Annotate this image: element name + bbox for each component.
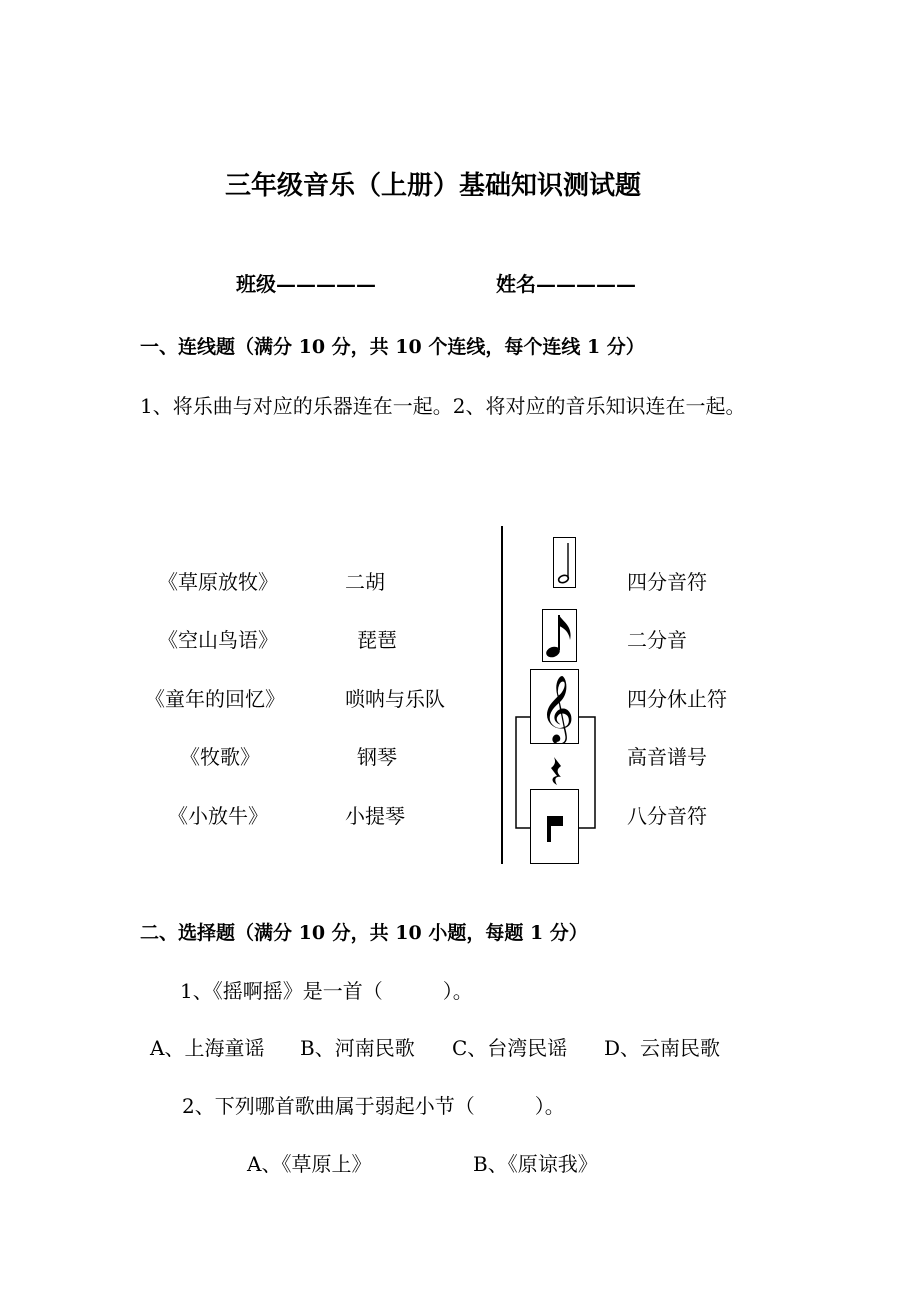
knowledge-item: 四分音符 [627, 570, 707, 594]
question-1-stem: 1、《摇啊摇》是一首（ ）。 [180, 979, 473, 1003]
eighth-note-icon [542, 609, 577, 662]
question-1-option-a: A、上海童谣 [150, 1036, 265, 1060]
class-label: 班级————— [236, 272, 376, 296]
instrument-item: 小提琴 [345, 804, 405, 828]
instrument-item: 琵琶 [357, 628, 397, 652]
quarter-rest-icon [547, 755, 567, 790]
song-item: 《草原放牧》 [158, 570, 278, 594]
knowledge-item: 高音谱号 [627, 745, 707, 769]
svg-text:𝄞: 𝄞 [540, 674, 575, 742]
instrument-item: 唢呐与乐队 [345, 687, 445, 711]
knowledge-item: 四分休止符 [627, 687, 727, 711]
question-1-option-d: D、云南民歌 [604, 1036, 721, 1060]
question-2-stem: 2、下列哪首歌曲属于弱起小节（ ）。 [182, 1094, 565, 1118]
section2-heading: 二、选择题（满分 10 分，共 10 小题，每题 1 分） [140, 922, 588, 944]
song-item: 《牧歌》 [180, 745, 260, 769]
instrument-item: 钢琴 [357, 745, 397, 769]
question-2-option-a: A、《草原上》 [247, 1152, 372, 1176]
song-item: 《小放牛》 [168, 804, 268, 828]
section1-instruction: 1、将乐曲与对应的乐器连在一起。2、将对应的音乐知识连在一起。 [140, 394, 746, 418]
song-item: 《童年的回忆》 [145, 687, 285, 711]
page-title: 三年级音乐（上册）基础知识测试题 [224, 171, 641, 201]
name-label: 姓名————— [496, 272, 636, 296]
half-note-icon [553, 537, 576, 588]
quarter-note-icon [530, 789, 579, 864]
question-1-option-c: C、台湾民谣 [452, 1036, 568, 1060]
section1-heading: 一、连线题（满分 10 分，共 10 个连线，每个连线 1 分） [140, 336, 645, 358]
instrument-item: 二胡 [345, 570, 385, 594]
question-1-option-b: B、河南民歌 [300, 1036, 415, 1060]
question-2-option-b: B、《原谅我》 [473, 1152, 598, 1176]
knowledge-item: 八分音符 [627, 804, 707, 828]
song-item: 《空山鸟语》 [158, 628, 278, 652]
knowledge-item: 二分音 [627, 628, 687, 652]
treble-clef-icon [530, 669, 579, 744]
